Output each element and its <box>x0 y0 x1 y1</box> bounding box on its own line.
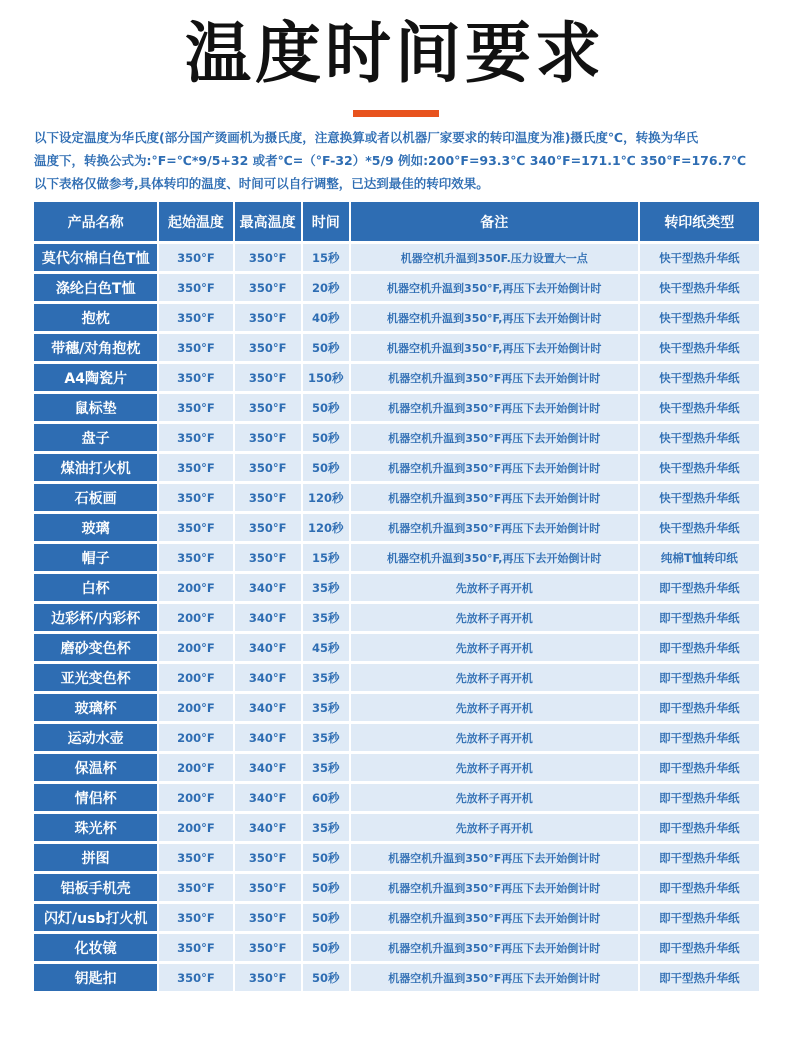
product-name-cell: 玻璃 <box>34 514 157 541</box>
start-temp-cell: 350°F <box>159 334 232 361</box>
max-temp-cell: 350°F <box>235 544 301 571</box>
max-temp-cell: 340°F <box>235 694 301 721</box>
notes-cell: 先放杯子再开机 <box>351 634 638 661</box>
time-cell: 35秒 <box>303 754 349 781</box>
notes-cell: 机器空机升温到350F.压力设置大一点 <box>351 244 638 271</box>
table-row <box>34 634 759 661</box>
max-temp-cell: 340°F <box>235 604 301 631</box>
paper-type-cell: 即干型热升华纸 <box>640 874 759 901</box>
max-temp-cell: 350°F <box>235 394 301 421</box>
product-name-cell: 边彩杯/内彩杯 <box>34 604 157 631</box>
notes-cell: 先放杯子再开机 <box>351 574 638 601</box>
product-name-cell: 运动水壶 <box>34 724 157 751</box>
start-temp-cell: 350°F <box>159 304 232 331</box>
paper-type-cell: 快干型热升华纸 <box>640 394 759 421</box>
notes-cell: 先放杯子再开机 <box>351 604 638 631</box>
notes-cell: 机器空机升温到350°F再压下去开始倒计时 <box>351 844 638 871</box>
notes-cell: 先放杯子再开机 <box>351 784 638 811</box>
table-row <box>34 244 759 271</box>
table-row <box>34 964 759 991</box>
paper-type-cell: 即干型热升华纸 <box>640 694 759 721</box>
table-row <box>34 604 759 631</box>
time-cell: 35秒 <box>303 694 349 721</box>
table-row <box>34 514 759 541</box>
max-temp-cell: 350°F <box>235 334 301 361</box>
intro-line: 温度下，转换公式为:°F=℃*9/5+32 或者℃=（°F-32）*5/9 例如:200°F=93.3℃ 340°F=171.1℃ 350°F=176.7℃ <box>34 153 747 168</box>
paper-type-cell: 纯棉T恤转印纸 <box>640 544 759 571</box>
table-row <box>34 484 759 511</box>
product-name-cell: 闪灯/usb打火机 <box>34 904 157 931</box>
max-temp-cell: 340°F <box>235 634 301 661</box>
product-name-cell: 保温杯 <box>34 754 157 781</box>
paper-type-cell: 快干型热升华纸 <box>640 244 759 271</box>
notes-cell: 机器空机升温到350°F再压下去开始倒计时 <box>351 514 638 541</box>
paper-type-cell: 快干型热升华纸 <box>640 454 759 481</box>
table-row <box>34 814 759 841</box>
notes-cell: 先放杯子再开机 <box>351 724 638 751</box>
table-body <box>34 244 759 991</box>
table-row <box>34 934 759 961</box>
max-temp-cell: 350°F <box>235 304 301 331</box>
max-temp-cell: 350°F <box>235 274 301 301</box>
start-temp-cell: 350°F <box>159 904 232 931</box>
start-temp-cell: 200°F <box>159 604 232 631</box>
start-temp-cell: 350°F <box>159 544 232 571</box>
start-temp-cell: 350°F <box>159 874 232 901</box>
notes-cell: 机器空机升温到350°F,再压下去开始倒计时 <box>351 544 638 571</box>
start-temp-cell: 350°F <box>159 244 232 271</box>
paper-type-cell: 即干型热升华纸 <box>640 814 759 841</box>
time-cell: 50秒 <box>303 844 349 871</box>
table-row <box>34 724 759 751</box>
table-row <box>34 454 759 481</box>
header-time: 时间 <box>303 202 349 241</box>
start-temp-cell: 200°F <box>159 574 232 601</box>
product-name-cell: 钥匙扣 <box>34 964 157 991</box>
time-cell: 50秒 <box>303 934 349 961</box>
start-temp-cell: 350°F <box>159 484 232 511</box>
paper-type-cell: 即干型热升华纸 <box>640 904 759 931</box>
start-temp-cell: 200°F <box>159 784 232 811</box>
notes-cell: 机器空机升温到350°F再压下去开始倒计时 <box>351 454 638 481</box>
notes-cell: 先放杯子再开机 <box>351 664 638 691</box>
max-temp-cell: 350°F <box>235 424 301 451</box>
time-cell: 120秒 <box>303 484 349 511</box>
product-name-cell: 亚光变色杯 <box>34 664 157 691</box>
intro-line: 以下设定温度为华氏度(部分国产烫画机为摄氏度，注意换算或者以机器厂家要求的转印温度为准)摄氏度℃，转换为华氏 <box>34 130 699 145</box>
start-temp-cell: 200°F <box>159 664 232 691</box>
temperature-time-table <box>32 199 761 994</box>
product-name-cell: 帽子 <box>34 544 157 571</box>
paper-type-cell: 即干型热升华纸 <box>640 784 759 811</box>
time-cell: 40秒 <box>303 304 349 331</box>
table-row <box>34 904 759 931</box>
notes-cell: 机器空机升温到350°F再压下去开始倒计时 <box>351 394 638 421</box>
product-name-cell: 涤纶白色T恤 <box>34 274 157 301</box>
start-temp-cell: 350°F <box>159 364 232 391</box>
time-cell: 35秒 <box>303 604 349 631</box>
product-name-cell: 盘子 <box>34 424 157 451</box>
max-temp-cell: 350°F <box>235 454 301 481</box>
max-temp-cell: 350°F <box>235 964 301 991</box>
max-temp-cell: 340°F <box>235 724 301 751</box>
table-row <box>34 874 759 901</box>
max-temp-cell: 350°F <box>235 844 301 871</box>
header-paper-type: 转印纸类型 <box>640 202 759 241</box>
paper-type-cell: 快干型热升华纸 <box>640 514 759 541</box>
notes-cell: 机器空机升温到350°F,再压下去开始倒计时 <box>351 334 638 361</box>
table-row <box>34 274 759 301</box>
product-name-cell: 煤油打火机 <box>34 454 157 481</box>
product-name-cell: 抱枕 <box>34 304 157 331</box>
max-temp-cell: 340°F <box>235 664 301 691</box>
page-title: 温度时间要求 <box>185 15 605 92</box>
time-cell: 150秒 <box>303 364 349 391</box>
start-temp-cell: 200°F <box>159 634 232 661</box>
max-temp-cell: 350°F <box>235 874 301 901</box>
table-row <box>34 664 759 691</box>
start-temp-cell: 200°F <box>159 814 232 841</box>
table-row <box>34 784 759 811</box>
table-row <box>34 694 759 721</box>
notes-cell: 机器空机升温到350°F,再压下去开始倒计时 <box>351 274 638 301</box>
start-temp-cell: 200°F <box>159 724 232 751</box>
max-temp-cell: 350°F <box>235 514 301 541</box>
max-temp-cell: 340°F <box>235 574 301 601</box>
time-cell: 50秒 <box>303 874 349 901</box>
start-temp-cell: 350°F <box>159 424 232 451</box>
time-cell: 50秒 <box>303 964 349 991</box>
max-temp-cell: 340°F <box>235 784 301 811</box>
start-temp-cell: 350°F <box>159 454 232 481</box>
product-name-cell: 铝板手机壳 <box>34 874 157 901</box>
max-temp-cell: 350°F <box>235 934 301 961</box>
time-cell: 20秒 <box>303 274 349 301</box>
time-cell: 15秒 <box>303 244 349 271</box>
header-product-name: 产品名称 <box>34 202 157 241</box>
paper-type-cell: 即干型热升华纸 <box>640 664 759 691</box>
product-name-cell: 鼠标垫 <box>34 394 157 421</box>
time-cell: 60秒 <box>303 784 349 811</box>
paper-type-cell: 即干型热升华纸 <box>640 634 759 661</box>
notes-cell: 机器空机升温到350°F再压下去开始倒计时 <box>351 934 638 961</box>
start-temp-cell: 200°F <box>159 754 232 781</box>
paper-type-cell: 即干型热升华纸 <box>640 574 759 601</box>
paper-type-cell: 快干型热升华纸 <box>640 334 759 361</box>
intro-line: 以下表格仅做参考,具体转印的温度、时间可以自行调整，已达到最佳的转印效果。 <box>34 176 489 191</box>
max-temp-cell: 340°F <box>235 754 301 781</box>
table-row <box>34 424 759 451</box>
notes-cell: 机器空机升温到350°F再压下去开始倒计时 <box>351 364 638 391</box>
product-name-cell: 白杯 <box>34 574 157 601</box>
time-cell: 45秒 <box>303 634 349 661</box>
table-row <box>34 334 759 361</box>
start-temp-cell: 350°F <box>159 394 232 421</box>
table-row <box>34 574 759 601</box>
time-cell: 50秒 <box>303 334 349 361</box>
notes-cell: 机器空机升温到350°F再压下去开始倒计时 <box>351 424 638 451</box>
max-temp-cell: 350°F <box>235 244 301 271</box>
paper-type-cell: 快干型热升华纸 <box>640 484 759 511</box>
notes-cell: 先放杯子再开机 <box>351 694 638 721</box>
table-row <box>34 304 759 331</box>
notes-cell: 先放杯子再开机 <box>351 814 638 841</box>
paper-type-cell: 即干型热升华纸 <box>640 724 759 751</box>
notes-cell: 机器空机升温到350°F再压下去开始倒计时 <box>351 904 638 931</box>
title-accent-bar <box>353 110 439 117</box>
paper-type-cell: 快干型热升华纸 <box>640 364 759 391</box>
start-temp-cell: 350°F <box>159 934 232 961</box>
table-header-row <box>34 202 759 241</box>
start-temp-cell: 350°F <box>159 274 232 301</box>
header-start-temp: 起始温度 <box>159 202 232 241</box>
product-name-cell: 珠光杯 <box>34 814 157 841</box>
table-row <box>34 754 759 781</box>
time-cell: 50秒 <box>303 904 349 931</box>
max-temp-cell: 340°F <box>235 814 301 841</box>
time-cell: 35秒 <box>303 724 349 751</box>
start-temp-cell: 350°F <box>159 514 232 541</box>
product-name-cell: 莫代尔棉白色T恤 <box>34 244 157 271</box>
product-name-cell: A4陶瓷片 <box>34 364 157 391</box>
max-temp-cell: 350°F <box>235 484 301 511</box>
time-cell: 120秒 <box>303 514 349 541</box>
header-max-temp: 最高温度 <box>235 202 301 241</box>
notes-cell: 机器空机升温到350°F再压下去开始倒计时 <box>351 874 638 901</box>
notes-cell: 机器空机升温到350°F再压下去开始倒计时 <box>351 964 638 991</box>
notes-cell: 机器空机升温到350°F再压下去开始倒计时 <box>351 484 638 511</box>
product-name-cell: 拼图 <box>34 844 157 871</box>
product-name-cell: 玻璃杯 <box>34 694 157 721</box>
product-name-cell: 石板画 <box>34 484 157 511</box>
time-cell: 35秒 <box>303 574 349 601</box>
table-row <box>34 544 759 571</box>
paper-type-cell: 即干型热升华纸 <box>640 754 759 781</box>
paper-type-cell: 快干型热升华纸 <box>640 274 759 301</box>
header-notes: 备注 <box>351 202 638 241</box>
time-cell: 35秒 <box>303 664 349 691</box>
paper-type-cell: 即干型热升华纸 <box>640 964 759 991</box>
paper-type-cell: 即干型热升华纸 <box>640 934 759 961</box>
paper-type-cell: 即干型热升华纸 <box>640 844 759 871</box>
paper-type-cell: 即干型热升华纸 <box>640 604 759 631</box>
time-cell: 35秒 <box>303 814 349 841</box>
product-name-cell: 化妆镜 <box>34 934 157 961</box>
product-name-cell: 磨砂变色杯 <box>34 634 157 661</box>
start-temp-cell: 200°F <box>159 694 232 721</box>
product-name-cell: 带穗/对角抱枕 <box>34 334 157 361</box>
time-cell: 15秒 <box>303 544 349 571</box>
time-cell: 50秒 <box>303 394 349 421</box>
time-cell: 50秒 <box>303 424 349 451</box>
paper-type-cell: 快干型热升华纸 <box>640 424 759 451</box>
start-temp-cell: 350°F <box>159 844 232 871</box>
time-cell: 50秒 <box>303 454 349 481</box>
intro-text <box>34 126 762 195</box>
table-row <box>34 394 759 421</box>
paper-type-cell: 快干型热升华纸 <box>640 304 759 331</box>
product-name-cell: 情侣杯 <box>34 784 157 811</box>
table-row <box>34 844 759 871</box>
max-temp-cell: 350°F <box>235 364 301 391</box>
table-row <box>34 364 759 391</box>
notes-cell: 先放杯子再开机 <box>351 754 638 781</box>
start-temp-cell: 350°F <box>159 964 232 991</box>
notes-cell: 机器空机升温到350°F,再压下去开始倒计时 <box>351 304 638 331</box>
max-temp-cell: 350°F <box>235 904 301 931</box>
